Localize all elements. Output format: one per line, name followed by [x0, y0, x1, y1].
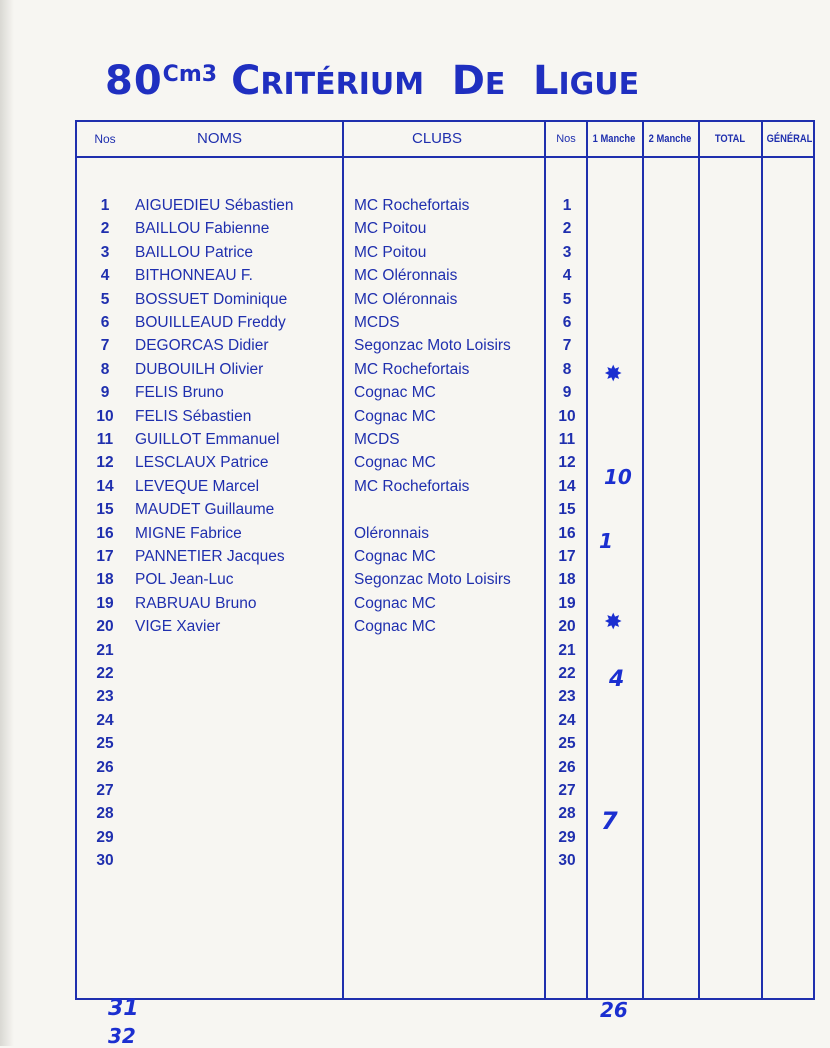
row-number: 26	[96, 758, 114, 776]
table-row	[77, 826, 817, 849]
club-name: Oléronnais	[354, 524, 429, 542]
row-number: 15	[96, 501, 114, 519]
competitor-name: VIGE Xavier	[135, 618, 221, 636]
table-row	[77, 451, 817, 474]
club-name: Cognac MC	[354, 618, 436, 636]
header-noms: NOMS	[197, 130, 242, 147]
club-name: MC Poitou	[354, 220, 427, 238]
row-number-2: 25	[558, 735, 576, 753]
table-row	[77, 732, 817, 755]
row-number-2: 29	[558, 828, 576, 846]
page-edge	[0, 0, 14, 1046]
row-number: 18	[96, 571, 114, 589]
table-row	[77, 779, 817, 802]
row-number-2: 24	[558, 711, 576, 729]
results-table	[75, 120, 815, 1000]
row-number: 23	[96, 688, 114, 706]
competitor-name: BAILLOU Fabienne	[135, 220, 270, 238]
row-number: 12	[96, 454, 114, 472]
row-number: 1	[100, 197, 110, 214]
table-row	[77, 217, 817, 240]
title-unit: Cm3	[162, 62, 218, 87]
competitor-name: BOSSUET Dominique	[135, 290, 288, 308]
club-name: MC Rochefortais	[354, 360, 470, 378]
row-number: 4	[100, 267, 110, 285]
competitor-name: LEVEQUE Marcel	[135, 477, 260, 495]
row-number: 11	[96, 431, 114, 448]
competitor-name: GUILLOT Emmanuel	[135, 431, 280, 448]
table-row	[77, 756, 817, 779]
row-number: 5	[100, 290, 110, 308]
club-name: MC Oléronnais	[354, 267, 458, 285]
row-number: 25	[96, 735, 114, 753]
table-row	[77, 685, 817, 708]
row-number-2: 12	[558, 454, 576, 472]
row-number-2: 15	[558, 501, 576, 519]
club-name: MC Oléronnais	[354, 290, 458, 308]
row-number-2: 26	[558, 758, 576, 776]
table-row	[77, 358, 817, 381]
row-number: 20	[96, 618, 114, 636]
table-row	[77, 802, 817, 825]
handwritten-note: 32	[108, 1024, 136, 1048]
row-number: 22	[96, 665, 114, 682]
competitor-name: DUBOUILH Olivier	[135, 360, 264, 378]
table-row	[77, 288, 817, 311]
table-row	[77, 381, 817, 404]
header-nos-2: Nos	[556, 133, 576, 145]
header-general: GÉNÉRAL	[766, 133, 813, 145]
competitor-name: FELIS Bruno	[135, 384, 224, 402]
competitor-name: POL Jean-Luc	[135, 571, 234, 589]
table-row	[77, 615, 817, 638]
row-number-2: 11	[558, 431, 576, 448]
row-number: 27	[96, 782, 114, 799]
row-number: 9	[100, 384, 110, 402]
row-number: 24	[96, 711, 114, 729]
handwritten-mark: ✸	[604, 610, 623, 635]
row-number-2: 5	[562, 290, 572, 308]
row-number-2: 8	[562, 360, 572, 378]
title-letter: L	[532, 58, 559, 104]
table-row	[77, 849, 817, 872]
handwritten-score: 10	[604, 465, 632, 489]
row-number: 6	[100, 314, 110, 331]
row-number-2: 14	[558, 477, 576, 495]
competitor-name: RABRUAU Bruno	[135, 594, 257, 612]
row-number: 2	[100, 220, 110, 238]
competitor-name: MAUDET Guillaume	[135, 501, 275, 519]
header-clubs: CLUBS	[412, 130, 463, 147]
row-number-2: 6	[562, 314, 572, 331]
row-number: 17	[96, 548, 114, 565]
table-row	[77, 639, 817, 662]
competitor-name: BITHONNEAU F.	[135, 267, 253, 285]
header-total: TOTAL	[714, 133, 746, 145]
club-name: Cognac MC	[354, 548, 436, 565]
club-name: Cognac MC	[354, 454, 436, 472]
row-number-2: 16	[558, 524, 576, 542]
row-number-2: 7	[562, 337, 572, 355]
table-row	[77, 592, 817, 615]
header-manche-2: 2 Manche	[648, 133, 692, 145]
header-nos: Nos	[94, 132, 116, 146]
table-row	[77, 498, 817, 521]
table-row	[77, 264, 817, 287]
row-number-2: 19	[558, 594, 576, 612]
row-number-2: 18	[558, 571, 576, 589]
page-title	[105, 58, 805, 108]
row-number-2: 28	[558, 805, 576, 823]
row-number-2: 9	[562, 384, 572, 402]
competitor-name: FELIS Sébastien	[135, 407, 252, 425]
competitor-name: LESCLAUX Patrice	[135, 454, 269, 472]
row-number: 3	[100, 243, 110, 261]
title-word: E	[484, 67, 506, 102]
title-word: RITÉRIUM	[260, 67, 425, 102]
club-name: Cognac MC	[354, 407, 436, 425]
row-number-2: 17	[558, 548, 576, 565]
club-name: MC Poitou	[354, 243, 427, 261]
row-number-2: 1	[562, 197, 572, 214]
header-manche-1: 1 Manche	[592, 133, 636, 145]
row-number-2: 27	[558, 782, 576, 799]
row-number: 16	[96, 524, 114, 542]
row-number-2: 23	[558, 688, 576, 706]
title-letter: D	[451, 58, 485, 104]
club-name: MC Rochefortais	[354, 477, 470, 495]
club-name: MC Rochefortais	[354, 197, 470, 214]
title-displacement: 80	[105, 58, 163, 104]
club-name: MCDS	[354, 431, 400, 448]
table-row	[77, 334, 817, 357]
row-number: 29	[96, 828, 114, 846]
title-letter: C	[231, 58, 261, 104]
row-number-2: 2	[562, 220, 572, 238]
competitor-name: MIGNE Fabrice	[135, 524, 242, 542]
competitor-name: AIGUEDIEU Sébastien	[135, 197, 294, 214]
table-row	[77, 194, 817, 217]
table-row	[77, 545, 817, 568]
club-name: Segonzac Moto Loisirs	[354, 337, 511, 355]
row-number-2: 22	[558, 665, 576, 682]
row-number-2: 3	[562, 243, 572, 261]
competitor-name: PANNETIER Jacques	[135, 548, 285, 565]
handwritten-note: 26	[600, 998, 628, 1022]
handwritten-score: 1	[599, 529, 613, 553]
title-word: IGUE	[558, 67, 640, 102]
table-row	[77, 522, 817, 545]
competitor-name: BAILLOU Patrice	[135, 243, 254, 261]
table-row	[77, 241, 817, 264]
row-number-2: 21	[558, 641, 576, 659]
table-row	[77, 475, 817, 498]
row-number-2: 20	[558, 618, 576, 636]
row-number-2: 30	[558, 852, 576, 870]
row-number-2: 4	[562, 267, 572, 285]
competitor-name: DEGORCAS Didier	[135, 337, 269, 355]
row-number: 14	[96, 477, 114, 495]
club-name: MCDS	[354, 314, 400, 331]
row-number: 10	[96, 407, 114, 425]
row-number: 30	[96, 852, 114, 870]
table-row	[77, 709, 817, 732]
handwritten-score: 4	[609, 667, 625, 692]
row-number: 28	[96, 805, 114, 823]
row-number: 7	[100, 337, 110, 355]
row-number: 21	[96, 641, 114, 659]
table-row	[77, 568, 817, 591]
handwritten-score: 7	[601, 807, 618, 835]
table-row	[77, 428, 817, 451]
handwritten-mark: ✸	[604, 362, 623, 387]
competitor-name: BOUILLEAUD Freddy	[135, 314, 286, 331]
row-number: 8	[100, 360, 110, 378]
club-name: Cognac MC	[354, 384, 436, 402]
table-row	[77, 405, 817, 428]
club-name: Segonzac Moto Loisirs	[354, 571, 511, 589]
row-number-2: 10	[558, 407, 576, 425]
row-number: 19	[96, 594, 114, 612]
handwritten-note: 31	[108, 996, 139, 1021]
table-row	[77, 311, 817, 334]
table-row	[77, 662, 817, 685]
club-name: Cognac MC	[354, 594, 436, 612]
